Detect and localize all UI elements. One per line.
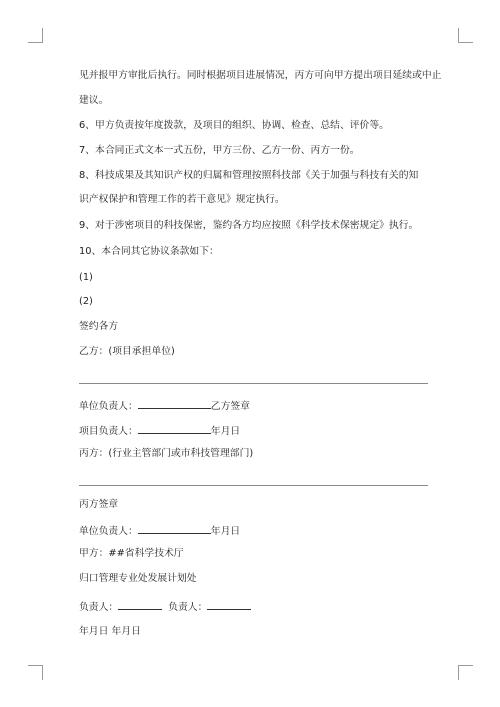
unit-head-blank-2 [138,524,211,534]
party-b-seal-label: 乙方签章 [210,401,250,412]
divider-line-2 [79,485,428,486]
signatures-heading: 签约各方 [79,321,119,332]
unit-head-blank [138,399,211,409]
party-c-unit-head-row [79,524,240,536]
crop-mark-bottom-left [28,665,43,680]
party-b-unit-head-row [79,399,250,411]
continuation-line-2: 建议。 [79,95,109,106]
project-head-row [79,424,240,436]
party-b-title: 乙方：(项目承担单位) [79,346,175,357]
unit-head-label: 单位负责人： [79,401,138,412]
crop-mark-top-right [458,28,473,43]
item-1: (1) [79,272,93,283]
clause-7: 7、本合同正式文本一式五份，甲方三份、乙方一份、丙方一份。 [79,145,360,156]
divider-line-1 [79,383,428,384]
clause-9: 9、对于涉密项目的科技保密，鉴约各方均应按照《科学技术保密规定》执行。 [79,220,419,231]
date-label-1: 年月日 [210,426,241,437]
crop-mark-bottom-right [458,665,473,680]
clause-10: 10、本合同其它协议条款如下： [79,246,219,257]
person-blank-1 [118,600,162,610]
project-head-label: 项目负责人： [79,426,138,437]
department-title: 归口管理专业处发展计划处 [79,573,197,584]
party-c-seal-label: 丙方签章 [79,499,119,510]
clause-6: 6、甲方负责按年度拨款，及项目的组织、协调、检查、总结、评价等。 [79,120,389,131]
clause-8-line-2: 识产权保护和管理工作的若干意见》规定执行。 [79,194,285,205]
person-blank-2 [207,600,251,610]
party-c-title: 丙方：(行业主管部门或市科技管理部门) [79,448,254,459]
person-in-charge-row [79,600,251,612]
crop-mark-top-left [28,28,43,43]
project-head-blank [138,424,211,434]
clause-8-line-1: 8、科技成果及其知识产权的归属和管理按照科技部《关于加强与科技有关的知 [79,170,419,181]
item-2: (2) [79,296,93,307]
continuation-line-1: 见并报甲方审批后执行。同时根据项目进展情况，丙方可向甲方提出项目延续或中止 [79,70,442,81]
date-label-2: 年月日 [210,526,241,537]
unit-head-label-2: 单位负责人： [79,526,138,537]
person-label-1: 负责人： [79,602,119,613]
person-label-2: 负责人： [168,602,208,613]
party-a-title: 甲方：##省科学技术厅 [79,548,184,559]
final-dates-row: 年月日 年月日 [79,626,141,637]
